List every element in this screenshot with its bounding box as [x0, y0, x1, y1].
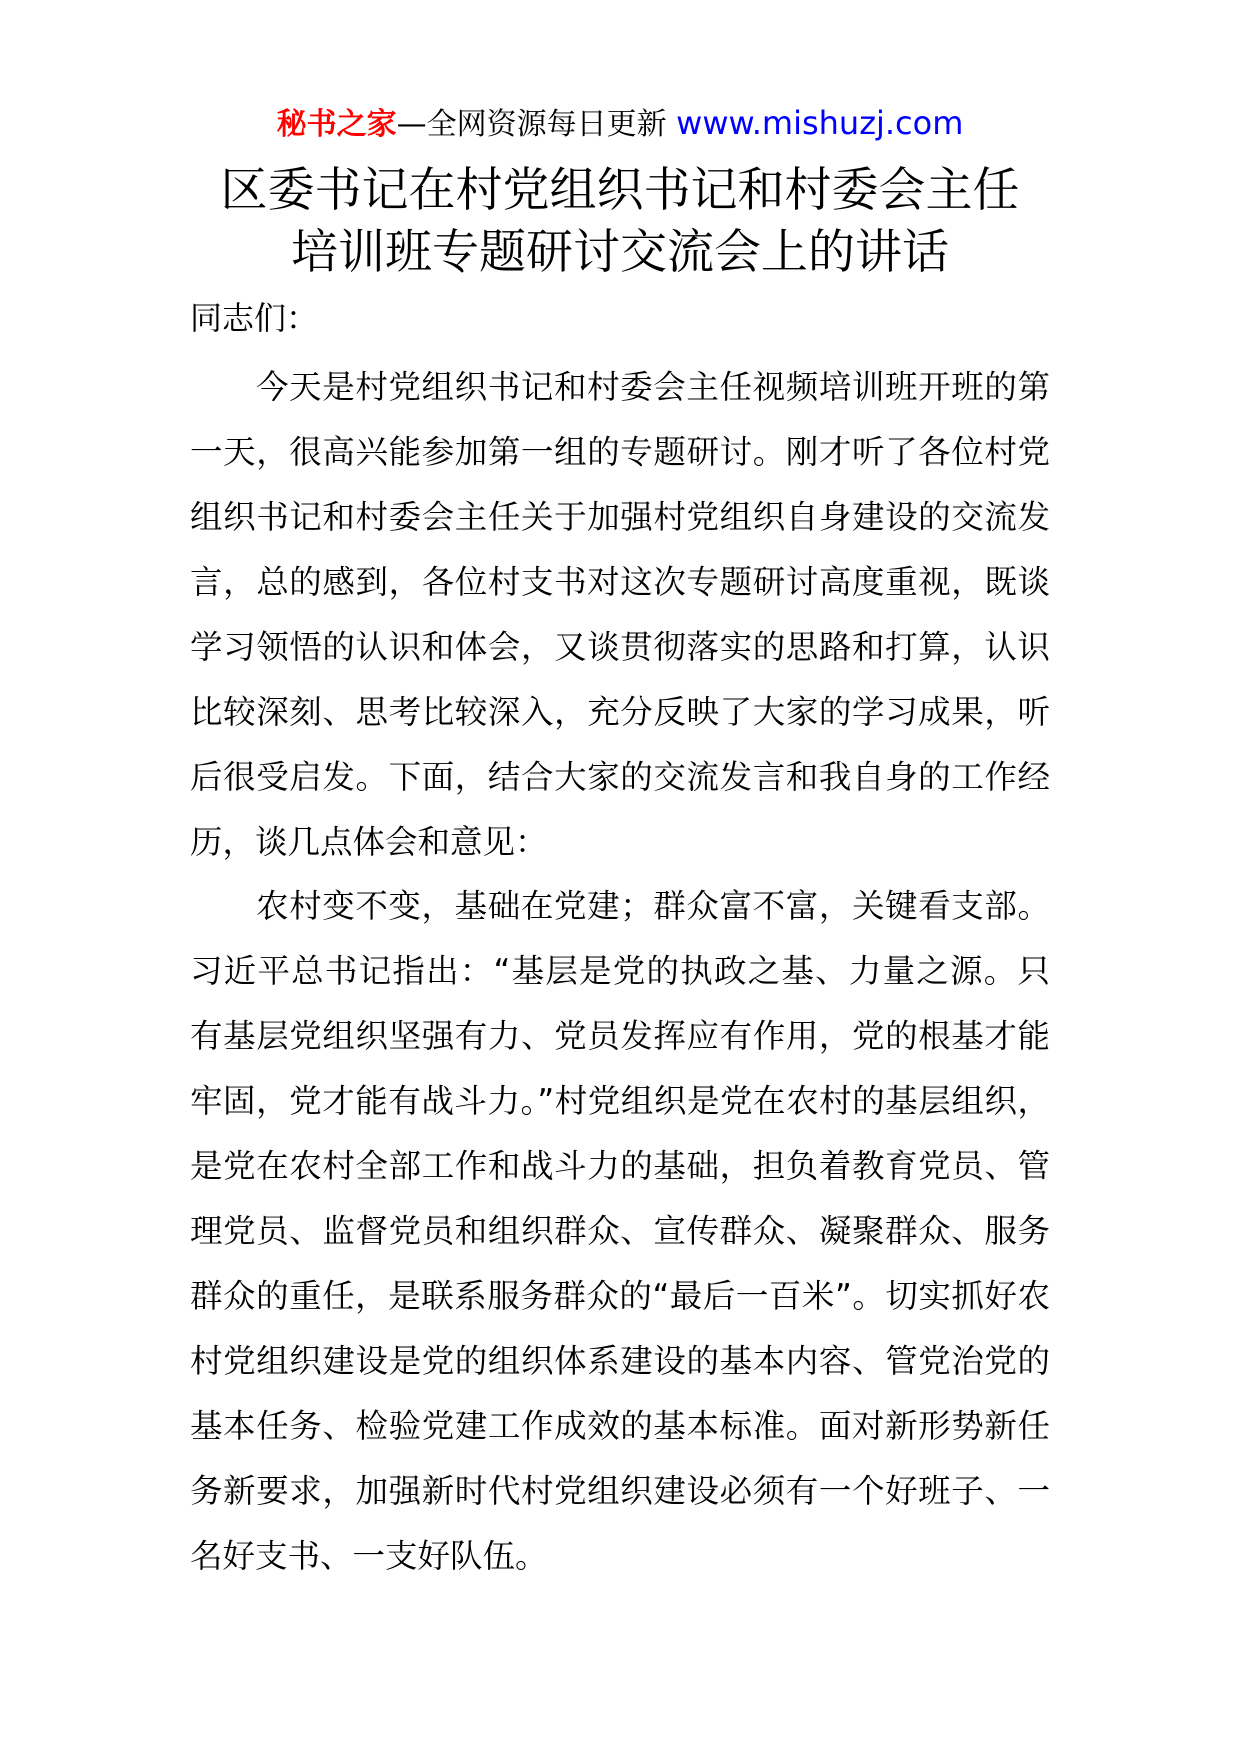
- salutation: 同志们：: [190, 299, 319, 337]
- paragraph-2: 农村变不变，基础在党建；群众富不富，关键看支部。习近平总书记指出：“基层是党的执政之基、力量之源。只有基层党组织坚强有力、党员发挥应有作用，党的根基才能牢固，党才能有战斗力。”村党组织是党在农村的基层组织，是党在农村全部工作和战斗力的基础，担负着教育党员、管理党员、监督党员和组织群众、宣传群众、凝聚群众、服务群众的重任，是联系服务群众的“最后一百米”。切实抓好农村党组织建设是党的组织体系建设的基本内容、管党治党的基本任务、检验党建工作成效的基本标准。面对新形势新任务新要求，加强新时代村党组织建设必须有一个好班子、一名好支书、一支好队伍。: [190, 887, 1050, 1575]
- title-line-2: 培训班专题研讨交流会上的讲话: [291, 225, 949, 280]
- site-url-link[interactable]: www.mishuzj.com: [676, 104, 964, 142]
- title-line-1: 区委书记在村党组织书记和村委会主任: [220, 163, 1020, 218]
- site-header: [0, 102, 1240, 146]
- brand-name: 秘书之家: [276, 107, 397, 142]
- header-slogan: —全网资源每日更新: [396, 107, 667, 142]
- paragraph-1: 今天是村党组织书记和村委会主任视频培训班开班的第一天，很高兴能参加第一组的专题研讨。刚才听了各位村党组织书记和村委会主任关于加强村党组织自身建设的交流发言，总的感到，各位村支书对这次专题研讨高度重视，既谈学习领悟的认识和体会，又谈贯彻落实的思路和打算，认识比较深刻、思考比较深入，充分反映了大家的学习成果，听后很受启发。下面，结合大家的交流发言和我自身的工作经历，谈几点体会和意见：: [190, 368, 1050, 861]
- document-title: [0, 160, 1240, 284]
